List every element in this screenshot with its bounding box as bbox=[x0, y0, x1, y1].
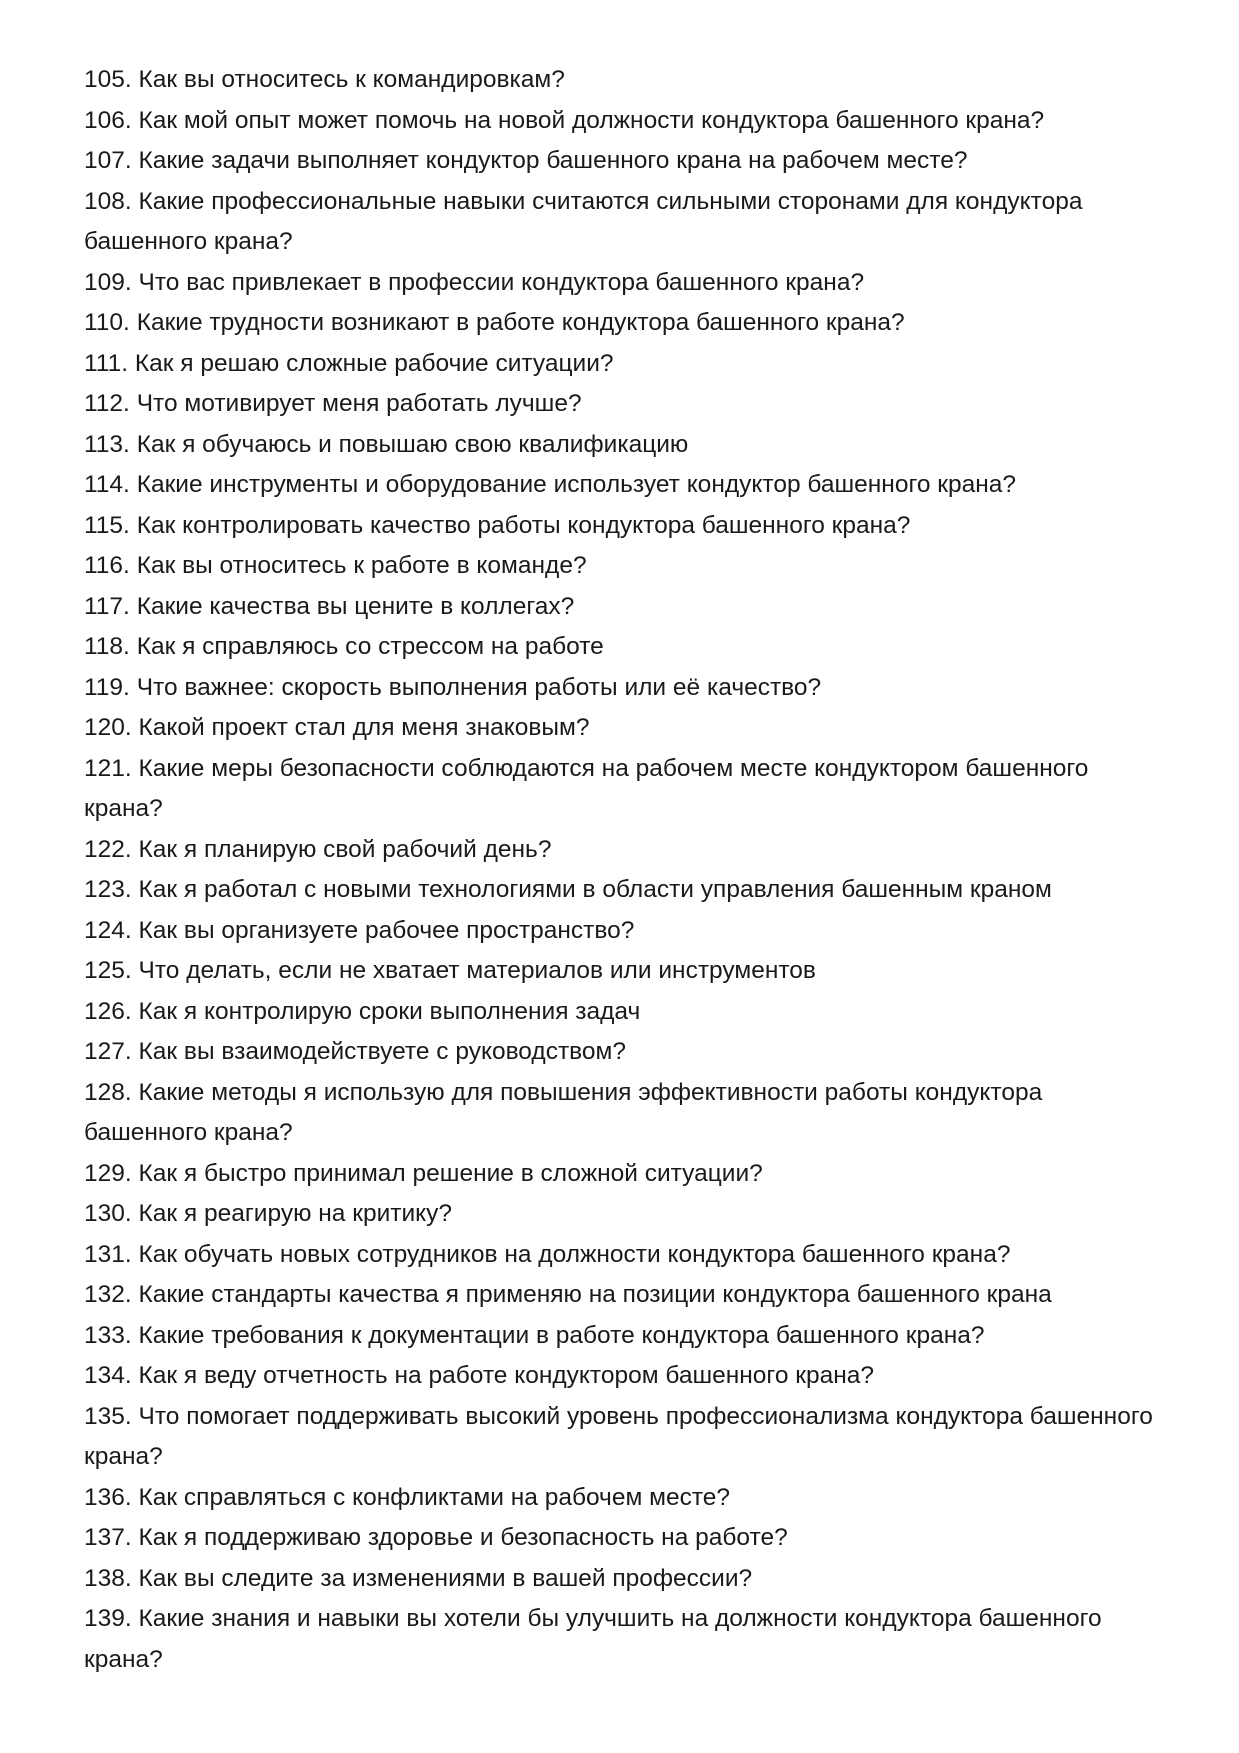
item-number: 130. bbox=[84, 1200, 132, 1227]
list-item bbox=[84, 1194, 1164, 1235]
item-number: 105. bbox=[84, 66, 132, 93]
list-item bbox=[84, 1397, 1164, 1478]
list-item bbox=[84, 1518, 1164, 1559]
list-item bbox=[84, 1559, 1164, 1600]
item-text: Что мотивирует меня работать лучше? bbox=[136, 390, 582, 417]
item-number: 113. bbox=[84, 430, 130, 458]
list-item bbox=[84, 708, 1164, 749]
item-number: 119. bbox=[84, 673, 130, 701]
item-text: Как я обучаюсь и повышаю свою квалификацию bbox=[136, 430, 689, 458]
list-item bbox=[84, 1073, 1164, 1154]
list-item bbox=[84, 1356, 1164, 1397]
list-item bbox=[84, 627, 1164, 668]
item-text: Как вы организуете рабочее пространство? bbox=[138, 916, 635, 944]
item-text: Какие качества вы цените в коллегах? bbox=[136, 592, 575, 620]
list-item bbox=[84, 951, 1164, 992]
item-text: Какие меры безопасности соблюдаются на рабочем месте кондуктором башенного крана? bbox=[84, 754, 1089, 822]
item-number: 124. bbox=[84, 916, 132, 944]
list-item bbox=[84, 425, 1164, 466]
item-number: 129. bbox=[84, 1159, 132, 1187]
list-item bbox=[84, 911, 1164, 952]
item-number: 123. bbox=[84, 876, 132, 903]
item-number: 111. bbox=[84, 349, 129, 377]
item-text: Как я планирую свой рабочий день? bbox=[138, 835, 552, 863]
list-item bbox=[84, 830, 1164, 871]
list-item bbox=[84, 1599, 1164, 1680]
item-text: Какие трудности возникают в работе кондуктора башенного крана? bbox=[136, 309, 905, 336]
list-item bbox=[84, 101, 1164, 142]
list-item bbox=[84, 749, 1164, 830]
item-number: 107. bbox=[84, 147, 132, 174]
item-number: 121. bbox=[84, 754, 132, 782]
item-text: Как вы относитесь к командировкам? bbox=[138, 66, 565, 93]
item-text: Как справляться с конфликтами на рабочем месте? bbox=[138, 1483, 731, 1511]
list-item bbox=[84, 1478, 1164, 1519]
list-item bbox=[84, 992, 1164, 1033]
item-number: 118. bbox=[84, 633, 130, 660]
list-item bbox=[84, 1316, 1164, 1357]
item-number: 112. bbox=[84, 390, 130, 417]
item-text: Какие задачи выполняет кондуктор башенного крана на рабочем месте? bbox=[138, 147, 968, 174]
item-number: 131. bbox=[84, 1240, 132, 1268]
item-text: Как вы следите за изменениями в вашей профессии? bbox=[138, 1564, 753, 1592]
item-text: Какие стандарты качества я применяю на позиции кондуктора башенного крана bbox=[138, 1281, 1052, 1308]
item-number: 132. bbox=[84, 1281, 132, 1308]
item-text: Как я веду отчетность на работе кондуктором башенного крана? bbox=[138, 1362, 875, 1389]
list-item bbox=[84, 60, 1164, 101]
item-number: 136. bbox=[84, 1483, 132, 1511]
item-text: Как я решаю сложные рабочие ситуации? bbox=[134, 349, 614, 377]
item-number: 137. bbox=[84, 1524, 132, 1551]
item-text: Как я реагирую на критику? bbox=[138, 1200, 453, 1227]
item-number: 116. bbox=[84, 552, 130, 579]
item-text: Какие требования к документации в работе кондуктора башенного крана? bbox=[138, 1321, 985, 1349]
question-list bbox=[84, 60, 1164, 1680]
list-item bbox=[84, 465, 1164, 506]
item-text: Какие инструменты и оборудование использует кондуктор башенного крана? bbox=[136, 471, 1017, 498]
item-text: Какие профессиональные навыки считаются сильными сторонами для кондуктора башенного крана? bbox=[84, 187, 1083, 255]
item-text: Как обучать новых сотрудников на должности кондуктора башенного крана? bbox=[138, 1240, 1011, 1268]
item-text: Как я справляюсь со стрессом на работе bbox=[136, 633, 604, 660]
list-item bbox=[84, 1275, 1164, 1316]
list-item bbox=[84, 182, 1164, 263]
item-number: 122. bbox=[84, 835, 132, 863]
list-item bbox=[84, 546, 1164, 587]
item-text: Какие знания и навыки вы хотели бы улучшить на должности кондуктора башенного крана? bbox=[84, 1605, 1102, 1673]
list-item bbox=[84, 141, 1164, 182]
item-text: Как вы относитесь к работе в команде? bbox=[136, 552, 587, 579]
item-number: 126. bbox=[84, 997, 132, 1025]
item-text: Что важнее: скорость выполнения работы или её качество? bbox=[136, 673, 822, 701]
item-number: 138. bbox=[84, 1564, 132, 1592]
item-text: Какие методы я использую для повышения эффективности работы кондуктора башенного крана? bbox=[84, 1078, 1043, 1146]
item-number: 110. bbox=[84, 309, 130, 336]
item-number: 128. bbox=[84, 1078, 132, 1106]
list-item bbox=[84, 1154, 1164, 1195]
list-item bbox=[84, 668, 1164, 709]
item-number: 139. bbox=[84, 1605, 132, 1632]
item-number: 114. bbox=[84, 471, 130, 498]
item-text: Как я контролирую сроки выполнения задач bbox=[138, 997, 641, 1025]
item-text: Как я работал с новыми технологиями в области управления башенным краном bbox=[138, 876, 1052, 903]
item-number: 115. bbox=[84, 511, 130, 539]
list-item bbox=[84, 1235, 1164, 1276]
item-text: Какой проект стал для меня знаковым? bbox=[138, 714, 590, 741]
item-number: 125. bbox=[84, 957, 132, 984]
item-number: 134. bbox=[84, 1362, 132, 1389]
item-number: 106. bbox=[84, 106, 132, 134]
item-number: 133. bbox=[84, 1321, 132, 1349]
item-text: Что вас привлекает в профессии кондуктора башенного крана? bbox=[138, 268, 865, 296]
item-text: Что делать, если не хватает материалов или инструментов bbox=[138, 957, 816, 984]
item-text: Что помогает поддерживать высокий уровень профессионализма кондуктора башенного крана? bbox=[84, 1402, 1153, 1470]
list-item bbox=[84, 384, 1164, 425]
item-text: Как контролировать качество работы кондуктора башенного крана? bbox=[136, 511, 911, 539]
list-item bbox=[84, 263, 1164, 304]
list-item bbox=[84, 303, 1164, 344]
item-number: 108. bbox=[84, 187, 132, 215]
list-item bbox=[84, 344, 1164, 385]
list-item bbox=[84, 506, 1164, 547]
item-text: Как я быстро принимал решение в сложной ситуации? bbox=[138, 1159, 763, 1187]
item-number: 117. bbox=[84, 592, 130, 620]
list-item bbox=[84, 587, 1164, 628]
item-number: 109. bbox=[84, 268, 132, 296]
item-text: Как вы взаимодействуете с руководством? bbox=[138, 1038, 626, 1065]
list-item bbox=[84, 870, 1164, 911]
item-number: 135. bbox=[84, 1402, 132, 1430]
item-number: 127. bbox=[84, 1038, 132, 1065]
item-number: 120. bbox=[84, 714, 132, 741]
item-text: Как мой опыт может помочь на новой должности кондуктора башенного крана? bbox=[138, 106, 1045, 134]
item-text: Как я поддерживаю здоровье и безопасность на работе? bbox=[138, 1524, 788, 1551]
list-item bbox=[84, 1032, 1164, 1073]
